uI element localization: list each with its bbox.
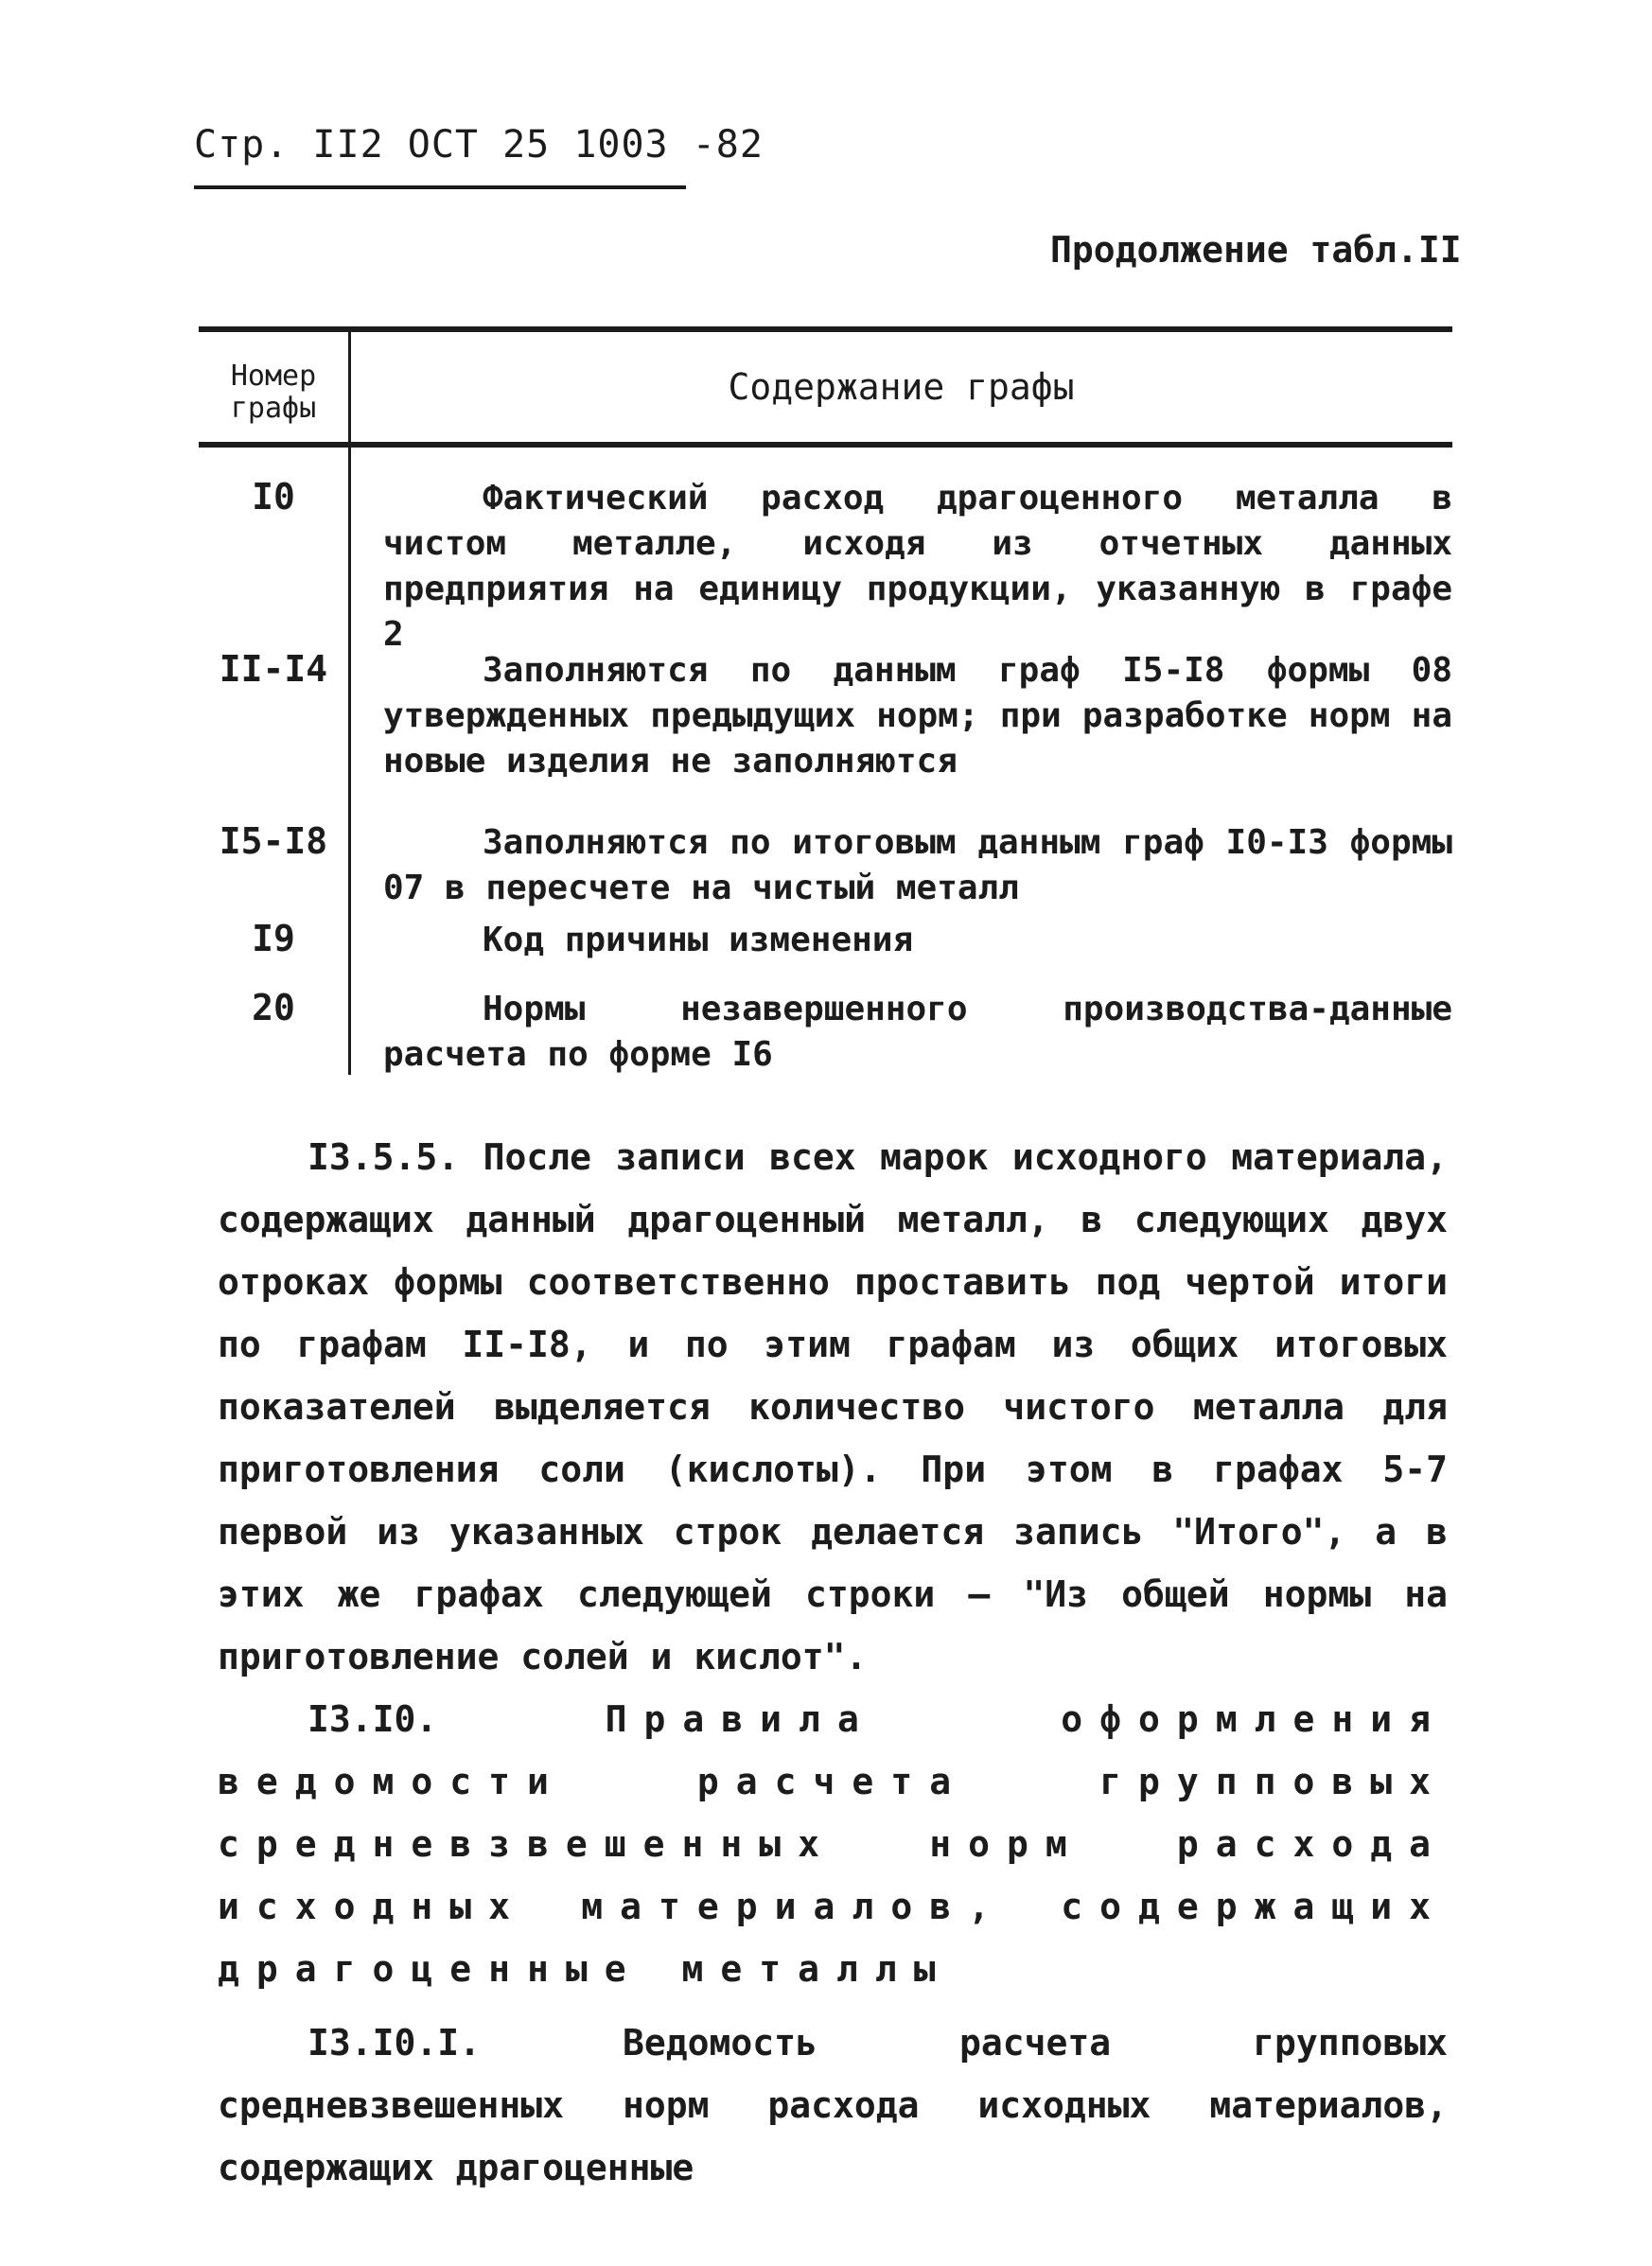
row-text: Нормы незавершенного производства-данные расчета по форме I6 — [383, 990, 1452, 1074]
table-top-rule — [199, 326, 1452, 332]
column-header-content: Содержание графы — [728, 366, 1075, 408]
table-continuation-label: Продолжение табл.II — [1050, 229, 1462, 271]
section-title: Правила оформления ведомости расчета групповых средневзвешенных норм расхода исходных материалов, содержащих драгоценные металлы — [218, 1698, 1448, 1990]
content-table — [199, 326, 1452, 1083]
section-heading-13-10 — [218, 1688, 1448, 2000]
row-number: I5-I8 — [219, 820, 328, 862]
paragraph-13-5-5: I3.5.5. После записи всех марок исходного материала, содержащих данный драгоценный металл, в следующих двух отроках формы соответственно проставить под чертой итоги по графам II-I8, и по этим графам из общих итоговых показателей выделяется количество чистого металла для приготовления соли (кислоты). При этом в графах 5-7 первой из указанных строк делается запись "Итого", а в этих же графах следующей строки — "Из общей нормы на приготовление солей и кислот". — [218, 1136, 1448, 1678]
row-number: II-I4 — [219, 648, 328, 690]
row-text: Фактический расход драгоценного металла в чистом металле, исходя из отчетных данных предприятия на единицу продукции, указанную в графе 2 — [383, 479, 1452, 654]
row-number: 20 — [252, 987, 295, 1028]
table-column-divider — [348, 332, 351, 1075]
header-underline — [194, 185, 686, 189]
row-text: Заполняются по данным граф I5-I8 формы 08 утвержденных предыдущих норм; при разработке норм на новые изделия не заполняются — [383, 651, 1452, 781]
table-header-rule — [199, 442, 1452, 448]
row-text: Заполняются по итоговым данным граф I0-I3 формы 07 в пересчете на чистый металл — [383, 823, 1452, 907]
row-text: Код причины изменения — [483, 921, 914, 959]
body-text — [218, 1126, 1448, 2199]
section-number: I3.I0. — [308, 1698, 438, 1740]
column-header-number: Номер графы — [230, 360, 317, 425]
row-number: I9 — [252, 918, 295, 959]
row-number: I0 — [252, 476, 295, 518]
page-reference: Стр. II2 ОСТ 25 1003 -82 — [194, 123, 764, 167]
paragraph-13-10-1: I3.I0.I. Ведомость расчета групповых средневзвешенных норм расхода исходных материалов, содержащих драгоценные — [218, 2022, 1448, 2188]
